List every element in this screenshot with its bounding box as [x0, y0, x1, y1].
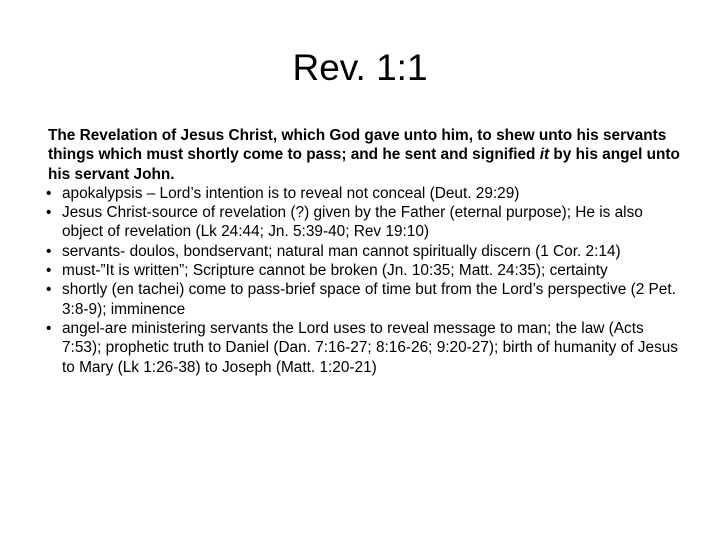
scripture-quote [48, 126, 686, 184]
bullet-item-must: • must-”It is written”; Scripture cannot be broken (Jn. 10:35; Matt. 24:35); certainty [46, 261, 686, 280]
scripture-quote-part-2: by his angel unto his servant John. [48, 146, 680, 183]
slide-body [46, 126, 686, 377]
bullet-item-apokalypsis: • apokalypsis – Lord’s intention is to reveal not conceal (Deut. 29:29) [46, 184, 686, 203]
bullet-item-servants: • servants- doulos, bondservant; natural man cannot spiritually discern (1 Cor. 2:14) [46, 242, 686, 261]
bullet-item-jesus-christ: • Jesus Christ-source of revelation (?) given by the Father (eternal purpose); He is also object of revelation (Lk 24:44; Jn. 5:39-40; Rev 19:10) [46, 203, 686, 242]
scripture-quote-italic: it [539, 146, 550, 164]
bullet-item-shortly: • shortly (en tachei) come to pass-brief space of time but from the Lord’s perspective (2 Pet. 3:8-9); imminence [46, 280, 686, 319]
scripture-quote-part-1: The Revelation of Jesus Christ, which God gave unto him, to shew unto his servants things which must shortly come to pass; and he sent and signified [48, 127, 667, 164]
slide-title: Rev. 1:1 [292, 47, 428, 88]
bullet-list [46, 184, 686, 377]
bullet-item-angel: • angel-are ministering servants the Lord uses to reveal message to man; the law (Acts 7:53); prophetic truth to Daniel (Dan. 7:16-27; 8:16-26; 9:20-27); birth of humanity of Jesus to Mary (Lk 1:26-38) to Joseph (Matt. 1:20-21) [46, 319, 686, 377]
